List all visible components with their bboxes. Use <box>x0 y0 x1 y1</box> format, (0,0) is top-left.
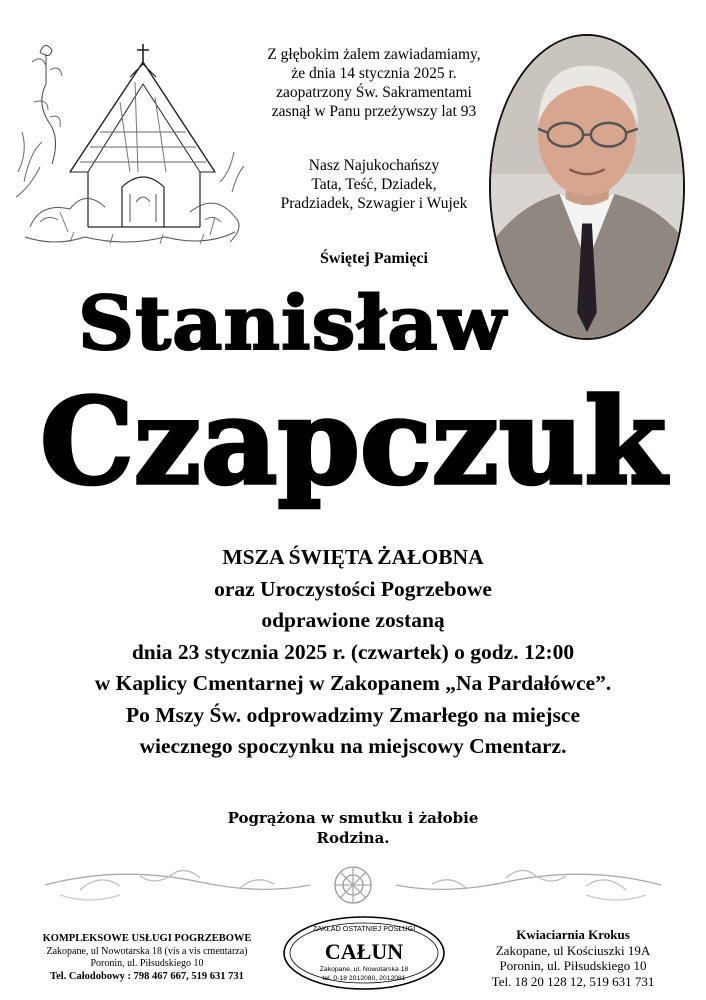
mass-line: Po Mszy Św. odprowadzimy Zmarłego na miejsce <box>125 702 581 727</box>
mass-line: dnia 23 stycznia 2025 r. (czwartek) o godz. 12:00 <box>131 639 575 664</box>
calun-logo-seal <box>280 913 448 993</box>
intro-line: Z głębokim żalem zawiadamiamy, <box>267 46 481 63</box>
funeral-services-address: Zakopane, ul Nowotarska 18 (vis a vis cmentarza) <box>46 945 248 957</box>
mass-line: wiecznego spoczynku na miejscowy Cmentarz. <box>139 734 567 758</box>
seal-address: Zakopane, ul. Nowotarska 18 <box>319 966 409 973</box>
florist-phone: Tel. 18 20 128 12, 519 631 731 <box>491 973 655 989</box>
funeral-services-address: Poronin, ul. Piłsudskiego 10 <box>90 958 204 969</box>
seal-name: CAŁUN <box>324 939 404 964</box>
seal-top-text: ZAKŁAD OSTATNIEJ POSŁUGI <box>312 924 416 933</box>
deceased-first-name: Stanisław <box>78 281 507 367</box>
relation-line: Pradziadek, Szwagier i Wujek <box>280 195 468 212</box>
deceased-portrait-photo <box>489 34 685 340</box>
florist-address: Zakopane, ul Kościuszki 19A <box>495 942 651 958</box>
chapel-sketch-illustration <box>10 22 250 257</box>
announcement-intro <box>240 45 508 121</box>
intro-line: zasnął w Panu przeżywszy lat 93 <box>271 103 477 120</box>
memory-label: Świętej Pamięci <box>320 250 428 267</box>
seal-phone: tel. 0-18 2012080, 2012081 <box>322 975 406 982</box>
mass-line: MSZA ŚWIĘTA ŻAŁOBNA <box>222 545 484 569</box>
intro-line: zaopatrzony Św. Sakramentami <box>276 84 472 101</box>
family-line: Pogrążona w smutku i żałobie <box>227 809 479 827</box>
family-line: Rodzina. <box>316 829 390 847</box>
funeral-services-phone: Tel. Całodobowy : 798 467 667, 519 631 731 <box>50 970 244 982</box>
relation-line: Tata, Teść, Dziadek, <box>311 176 437 193</box>
funeral-mass-info <box>30 542 676 763</box>
deceased-last-name: Czapczuk <box>40 372 667 511</box>
funeral-services-footer <box>12 933 282 983</box>
florist-footer <box>447 927 699 989</box>
intro-line: że dnia 14 stycznia 2025 r. <box>291 65 457 82</box>
mass-line: w Kaplicy Cmentarnej w Zakopanem „Na Pardałówce”. <box>94 671 612 695</box>
mass-line: odprawione zostaną <box>261 608 445 632</box>
florist-address: Poronin, ul. Piłsudskiego 10 <box>499 958 647 973</box>
family-signature <box>150 808 556 848</box>
ornamental-divider <box>40 860 666 910</box>
mass-line: oraz Uroczystości Pogrzebowe <box>214 576 492 601</box>
florist-title: Kwiaciarnia Krokus <box>516 927 630 942</box>
funeral-services-title: KOMPLEKSOWE USŁUGI POGRZEBOWE <box>42 933 252 944</box>
relations-text <box>240 156 508 213</box>
relation-line: Nasz Najukochańszy <box>308 157 440 174</box>
